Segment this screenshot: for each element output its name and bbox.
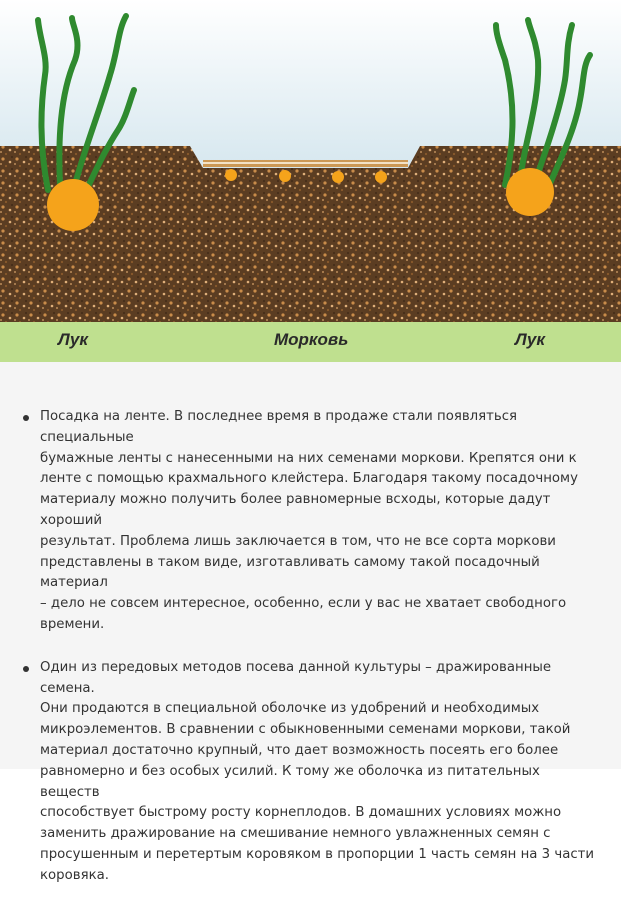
text-line: микроэлементов. В сравнении с обыкновенными семенами моркови, такой <box>40 722 571 738</box>
text-line: материал достаточно крупный, что дает возможность посеять его более <box>40 742 559 758</box>
text-line: ленте с помощью крахмального клейстера. Благодаря такому посадочному <box>40 471 578 487</box>
text-line: способствует быстрому росту корнеплодов. В домашних условиях можно <box>40 805 562 821</box>
bullet-item-coated-seeds <box>20 658 600 887</box>
label-carrot: Морковь <box>274 330 349 349</box>
bullet-dot <box>23 415 29 421</box>
text-line: заменить дражирование на смешивание немного увлажненных семян с <box>40 826 551 842</box>
text-line: Один из передовых методов посева данной культуры – дражированные семена. <box>40 659 552 696</box>
text-line: Они продаются в специальной оболочке из удобрений и необходимых <box>40 701 540 717</box>
text-line: – дело не совсем интересное, особенно, если у вас не хватает свободного <box>40 596 567 612</box>
carrot-seed <box>225 169 237 181</box>
bullet-list <box>20 407 600 909</box>
planting-diagram <box>0 0 621 362</box>
bullet-item-tape-planting <box>20 407 600 636</box>
bullet-dot <box>23 666 29 672</box>
text-line: коровяка. <box>40 867 109 883</box>
carrot-seed <box>279 170 291 182</box>
text-panel <box>0 362 621 883</box>
onion-bulb-left <box>47 179 99 231</box>
text-line: представлены в таком виде, изготавливать самому такой посадочный материал <box>40 554 540 591</box>
text-line: просушенным и перетертым коровяком в пропорции 1 часть семян на 3 части <box>40 846 595 862</box>
text-line: бумажные ленты с нанесенными на них семенами моркови. Крепятся они к <box>40 450 577 466</box>
text-line: равномерно и без особых усилий. К тому же оболочка из питательных веществ <box>40 763 540 800</box>
carrot-seed <box>375 171 387 183</box>
carrot-seed <box>332 171 344 183</box>
text-line: времени. <box>40 616 105 632</box>
label-onion-right: Лук <box>515 330 545 349</box>
soil-cross-section-illustration <box>0 0 621 362</box>
text-line: результат. Проблема лишь заключается в том, что не все сорта моркови <box>40 533 556 549</box>
text-line: Посадка на ленте. В последнее время в продаже стали появляться специальные <box>40 409 518 445</box>
text-line: материалу можно получить более равномерные всходы, которые дадут хороший <box>40 492 551 528</box>
label-onion-left: Лук <box>58 330 88 349</box>
onion-bulb-right <box>506 168 554 216</box>
